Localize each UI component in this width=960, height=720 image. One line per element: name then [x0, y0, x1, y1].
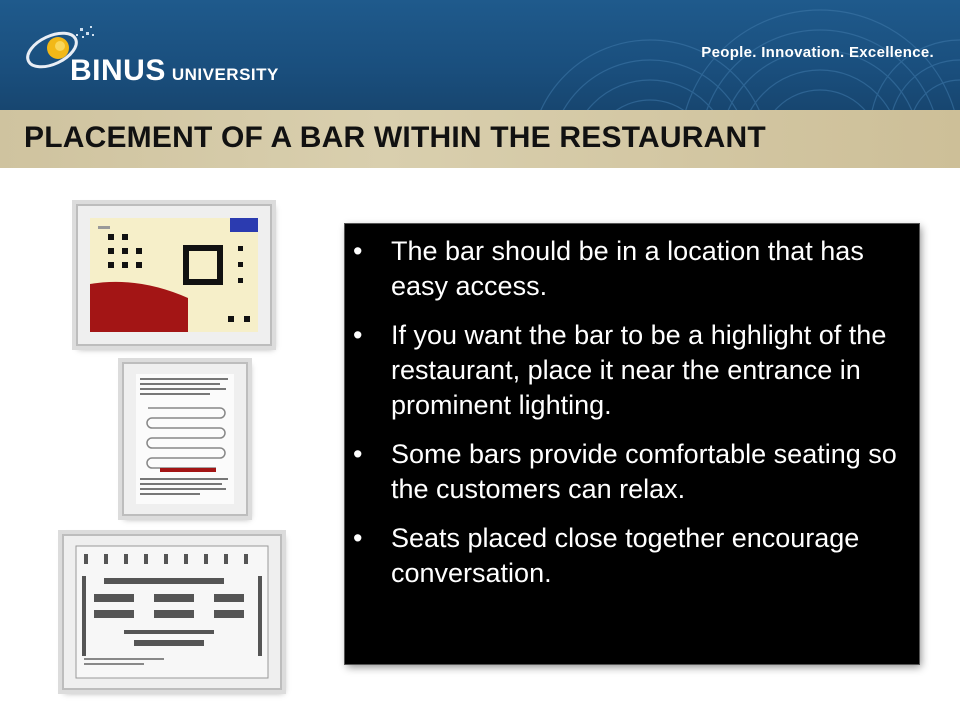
slide-title: PLACEMENT OF A BAR WITHIN THE RESTAURANT [24, 121, 766, 154]
floorplan-image-3 [64, 536, 280, 688]
bullet-dot-icon: • [353, 523, 363, 553]
floorplan-image-2 [124, 364, 246, 514]
floorplan-image-1 [78, 206, 270, 344]
bullet-text: If you want the bar to be a highlight of the restaurant, place it near the entrance in prominent lighting. [391, 320, 887, 420]
logo-university-text: UNIVERSITY [171, 65, 279, 84]
bullet-text: Some bars provide comfortable seating so the customers can relax. [391, 439, 897, 504]
binus-logo [22, 18, 282, 98]
bullet-item [353, 318, 897, 423]
bullet-item [353, 437, 897, 507]
logo-wordmark [70, 54, 279, 88]
header-banner [0, 0, 960, 110]
bullet-dot-icon: • [353, 236, 363, 266]
floorplan-thumbnail-2 [122, 362, 248, 516]
floorplan-thumbnail-3 [62, 534, 282, 690]
floorplan-thumbnail-1 [76, 204, 272, 346]
bullet-text: The bar should be in a location that has easy access. [391, 236, 864, 301]
bullet-dot-icon: • [353, 320, 363, 350]
bullet-item [353, 521, 897, 591]
bullet-text: Seats placed close together encourage conversation. [391, 523, 860, 588]
bullet-list [345, 224, 919, 591]
bullet-text-panel [345, 224, 919, 664]
bullet-dot-icon: • [353, 439, 363, 469]
tagline: People. Innovation. Excellence. [701, 44, 934, 61]
logo-binus-text: BINUS [70, 54, 166, 87]
bullet-item [353, 234, 897, 304]
